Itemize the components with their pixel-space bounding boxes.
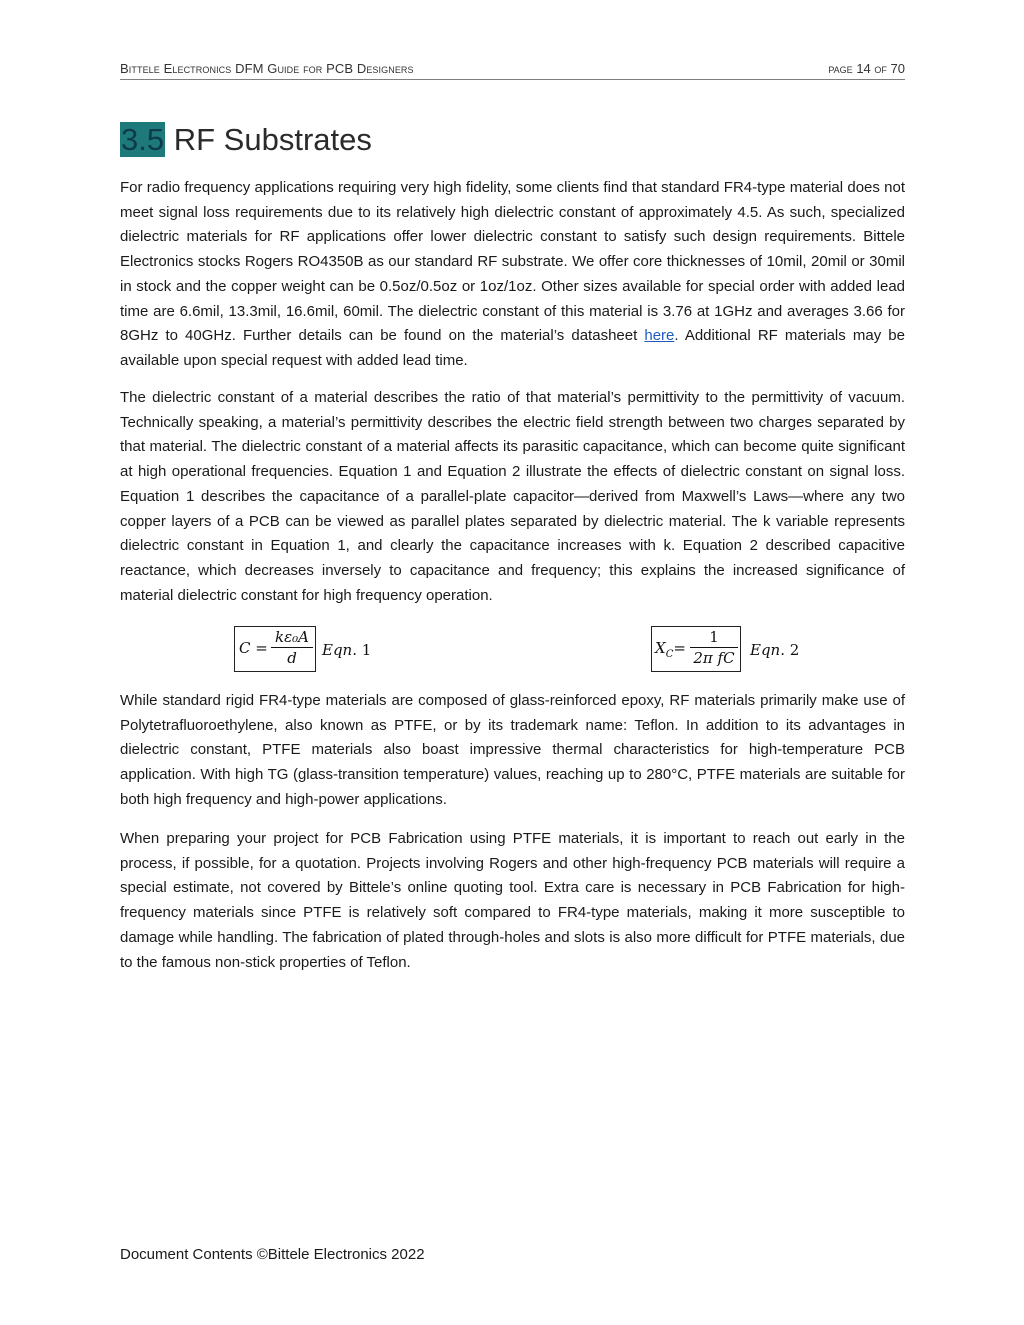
page-current: 14 — [856, 61, 871, 76]
section-title: RF Substrates — [173, 122, 372, 157]
paragraph-dielectric-constant — [120, 386, 905, 608]
equation-1-denominator: d — [287, 649, 297, 667]
equation-1-fraction — [271, 628, 313, 667]
equation-2-box — [651, 626, 741, 672]
paragraph-rf-intro — [120, 176, 905, 374]
equation-2-lhs — [655, 639, 686, 660]
equation-1-label-number: 1 — [361, 641, 372, 659]
equation-1-numerator: kε₀A — [271, 628, 313, 648]
paragraph-text: While standard rigid FR4-type materials are composed of glass-reinforced epoxy, RF materials primarily make use of Polytetrafluoroethylene, also known as PTFE, or by its trademark name: Teflon. In addition to its advantages in dielectric constant, PTFE materials also boast impressive thermal characteristics for high-temperature PCB application. With high TG (glass-transition temperature) values, reaching up to 280°C, PTFE materials are suitable for both high frequency and high-power applications. — [120, 692, 905, 808]
paragraph-text: . Additional RF materials may be available upon special request with added lead time. — [120, 327, 905, 369]
equation-2-label — [750, 641, 799, 659]
equation-2-variable: X — [655, 639, 666, 657]
equation-2-fraction — [690, 628, 738, 667]
page-total: 70 — [890, 61, 905, 76]
equation-2-label-number: 2 — [789, 641, 800, 659]
page-of: of — [874, 61, 887, 76]
equation-1-label-word: Eqn. — [322, 641, 357, 659]
page-header — [120, 62, 905, 80]
equation-2-numerator: 1 — [690, 628, 738, 648]
page-footer: Document Contents ©Bittele Electronics 2022 — [120, 1246, 425, 1263]
equation-2-denominator: 2π fC — [693, 649, 735, 667]
section-number: 3.5 — [121, 122, 165, 157]
header-title: Bittele Electronics DFM Guide for PCB Designers — [120, 61, 414, 76]
equation-1-label — [322, 641, 371, 659]
paragraph-ptfe-materials — [120, 689, 905, 813]
equation-2-subscript: C — [665, 649, 674, 660]
paragraph-text: The dielectric constant of a material describes the ratio of that material’s permittivity to the permittivity of vacuum. Technically speaking, a material’s permittivity describes the electric field strength between two charges separated by that material. The dielectric constant of a material affects its parasitic capacitance, which can become quite significant at high operational frequencies. Equation 1 and Equation 2 illustrate the effects of dielectric constant on signal loss. Equation 1 describes the capacitance of a parallel-plate capacitor—derived from Maxwell’s Laws—where any two copper layers of a PCB can be viewed as parallel plates separated by dielectric material. The k variable represents dielectric constant in Equation 1, and clearly the capacitance increases with k. Equation 2 described capacitive reactance, which decreases inversely to capacitance and frequency; this explains the increased significance of material dielectric constant for high frequency operation. — [120, 389, 905, 604]
paragraph-text: For radio frequency applications requiring very high fidelity, some clients find that standard FR4-type material does not meet signal loss requirements due to its relatively high dielectric constant of approximately 4.5. As such, specialized dielectric materials for RF applications offer lower dielectric constant to satisfy such design requirements. Bittele Electronics stocks Rogers RO4350B as our standard RF substrate. We offer core thicknesses of 10mil, 20mil or 30mil in stock and the copper weight can be 0.5oz/0.5oz or 1oz/1oz. Other sizes available for special order with added lead time are 6.6mil, 13.3mil, 16.6mil, 60mil. The dielectric constant of this material is 3.76 at 1GHz and averages 3.66 for 8GHz to 40GHz. Further details can be found on the material’s datasheet — [120, 179, 905, 345]
equation-1-box — [234, 626, 316, 672]
header-page-number — [828, 62, 905, 76]
section-heading — [120, 120, 372, 160]
equation-1-lhs: C = — [239, 639, 268, 657]
equation-2-equals: = — [673, 639, 686, 657]
equation-2-label-word: Eqn. — [750, 641, 785, 659]
datasheet-link[interactable]: here — [644, 327, 675, 345]
paragraph-ptfe-fabrication — [120, 827, 905, 975]
paragraph-text: When preparing your project for PCB Fabrication using PTFE materials, it is important to reach out early in the process, if possible, for a quotation. Projects involving Rogers and other high-frequency PCB materials will require a special estimate, not covered by Bittele’s online quoting tool. Extra care is necessary in PCB Fabrication for high-frequency materials since PTFE is relatively soft compared to FR4-type materials, making it more susceptible to damage while handling. The fabrication of plated through-holes and slots is also more difficult for PTFE materials, due to the famous non-stick properties of Teflon. — [120, 830, 905, 971]
page-prefix: page — [828, 61, 853, 76]
